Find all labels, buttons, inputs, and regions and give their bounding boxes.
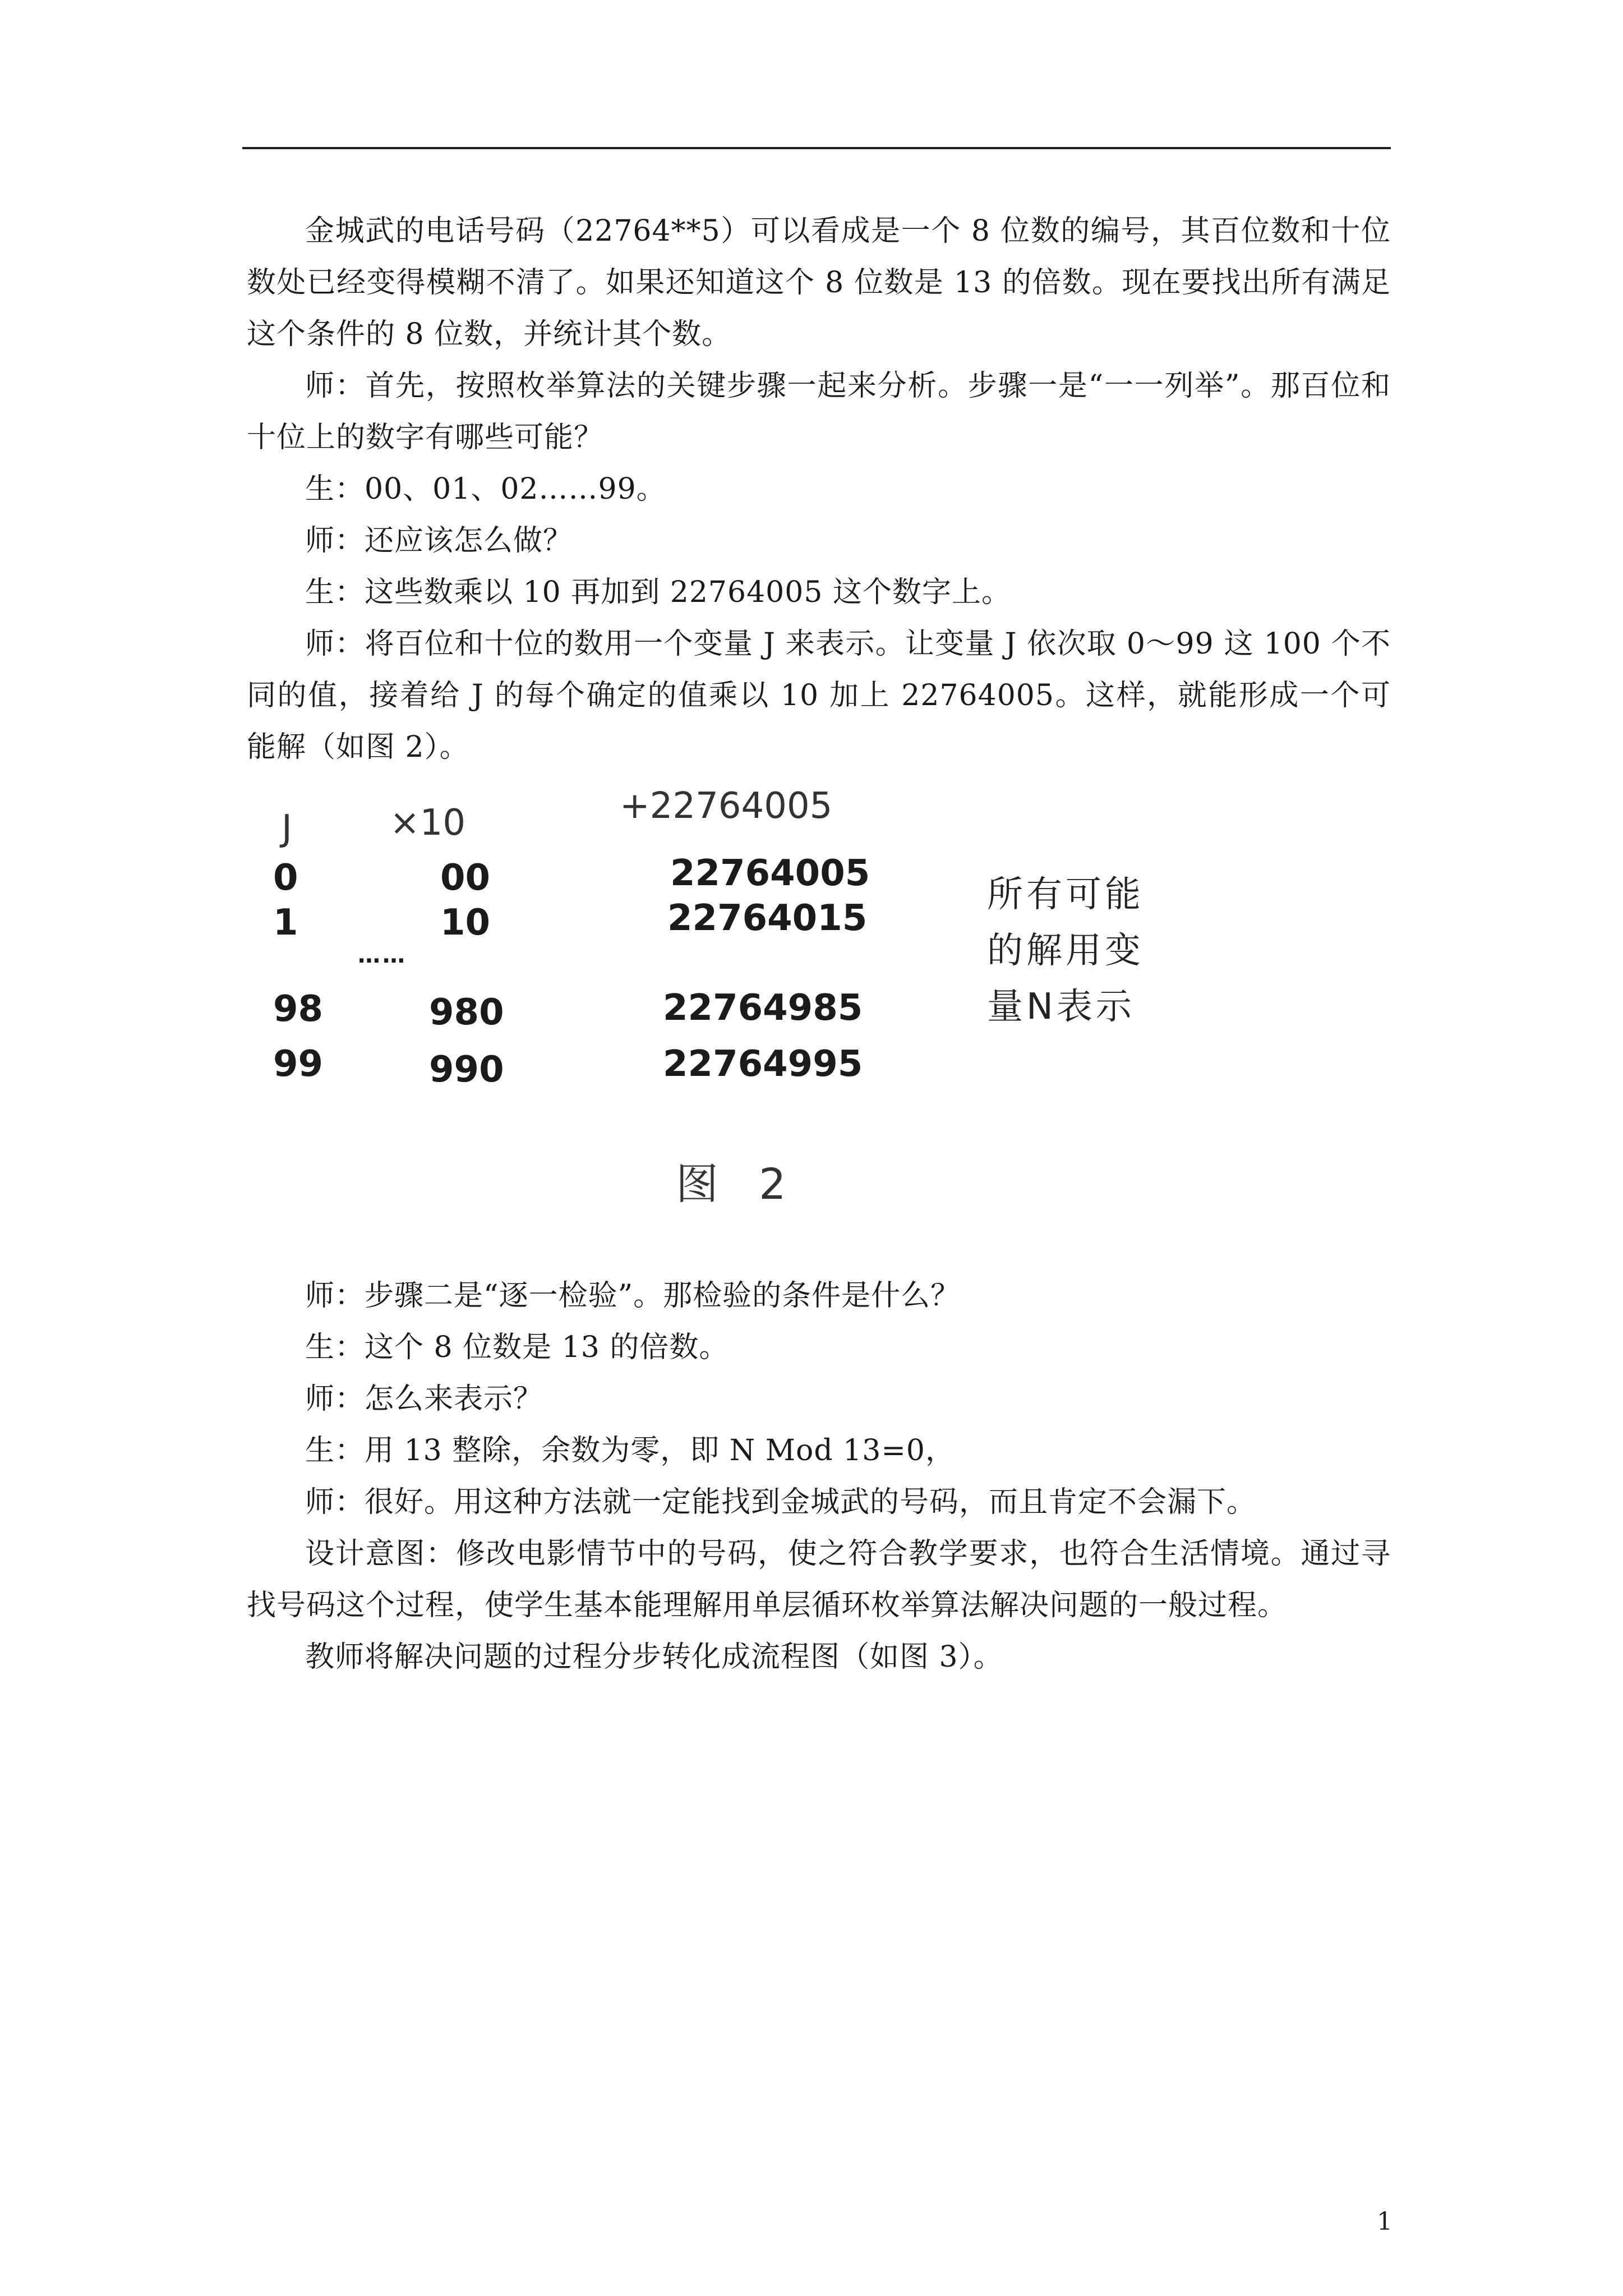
paragraph: 生：用 13 整除，余数为零，即 N Mod 13=0， <box>305 1434 955 1467</box>
figure-note-line: 的解用变 <box>987 930 1144 972</box>
paragraph: 师：怎么来表示？ <box>305 1382 543 1416</box>
paragraph: 师：步骤二是“逐一检验”。那检验的条件是什么？ <box>305 1279 961 1313</box>
figure-row-sum: 22764015 <box>667 898 868 939</box>
text-block-top <box>247 205 1391 773</box>
figure-row-j: 99 <box>273 1043 324 1085</box>
paragraph: 师：还应该怎么做？ <box>305 524 573 558</box>
paragraph: 生：这个 8 位数是 13 的倍数。 <box>305 1331 729 1364</box>
figure-header-plus: +22764005 <box>620 785 833 827</box>
figure-row-j: 1 <box>273 902 298 944</box>
figure-row-times10: 990 <box>429 1049 504 1091</box>
paragraph: 师：首先，按照枚举算法的关键步骤一起来分析。步骤一是“一一列举”。那百位和十位上的数字有哪些可能？ <box>247 369 1391 454</box>
figure-row-times10: 10 <box>440 902 491 944</box>
figure-header-times10: ×10 <box>390 802 466 844</box>
paragraph: 生：00、01、02……99。 <box>305 472 666 506</box>
figure-row-j: 98 <box>273 988 324 1030</box>
paragraph: 生：这些数乘以 10 再加到 22764005 这个数字上。 <box>305 576 1011 609</box>
figure-row-j: 0 <box>273 857 298 899</box>
figure-2 <box>247 746 1256 1223</box>
figure-caption: 图 2 <box>676 1159 800 1209</box>
header-rule <box>242 147 1391 149</box>
figure-header-j: J <box>282 808 292 849</box>
figure-row-sum: 22764985 <box>663 987 863 1029</box>
figure-row-times10: 00 <box>440 857 491 899</box>
figure-ellipsis: …… <box>358 942 407 968</box>
paragraph: 师：将百位和十位的数用一个变量 J 来表示。让变量 J 依次取 0～99 这 100 个不同的值，接着给 J 的每个确定的值乘以 10 加上 22764005。这样，就能形成一个可能解（如图 2）。 <box>247 627 1391 764</box>
paragraph: 设计意图：修改电影情节中的号码，使之符合教学要求，也符合生活情境。通过寻找号码这个过程，使学生基本能理解用单层循环枚举算法解决问题的一般过程。 <box>247 1537 1391 1622</box>
figure-row-sum: 22764995 <box>663 1043 863 1085</box>
figure-row-times10: 980 <box>429 992 504 1033</box>
figure-row-sum: 22764005 <box>670 853 870 894</box>
figure-note-line: 量N表示 <box>987 986 1135 1028</box>
page-number: 1 <box>1377 2207 1393 2236</box>
text-block-bottom <box>247 1270 1391 1683</box>
figure-note <box>987 867 1223 1035</box>
paragraph: 金城武的电话号码（22764**5）可以看成是一个 8 位数的编号，其百位数和十位数处已经变得模糊不清了。如果还知道这个 8 位数是 13 的倍数。现在要找出所有满足这个条件的 8 位数，并统计其个数。 <box>247 214 1391 351</box>
paragraph: 师：很好。用这种方法就一定能找到金城武的号码，而且肯定不会漏下。 <box>305 1485 1257 1519</box>
paragraph: 教师将解决问题的过程分步转化成流程图（如图 3）。 <box>305 1640 1003 1674</box>
figure-note-line: 所有可能 <box>987 874 1144 915</box>
